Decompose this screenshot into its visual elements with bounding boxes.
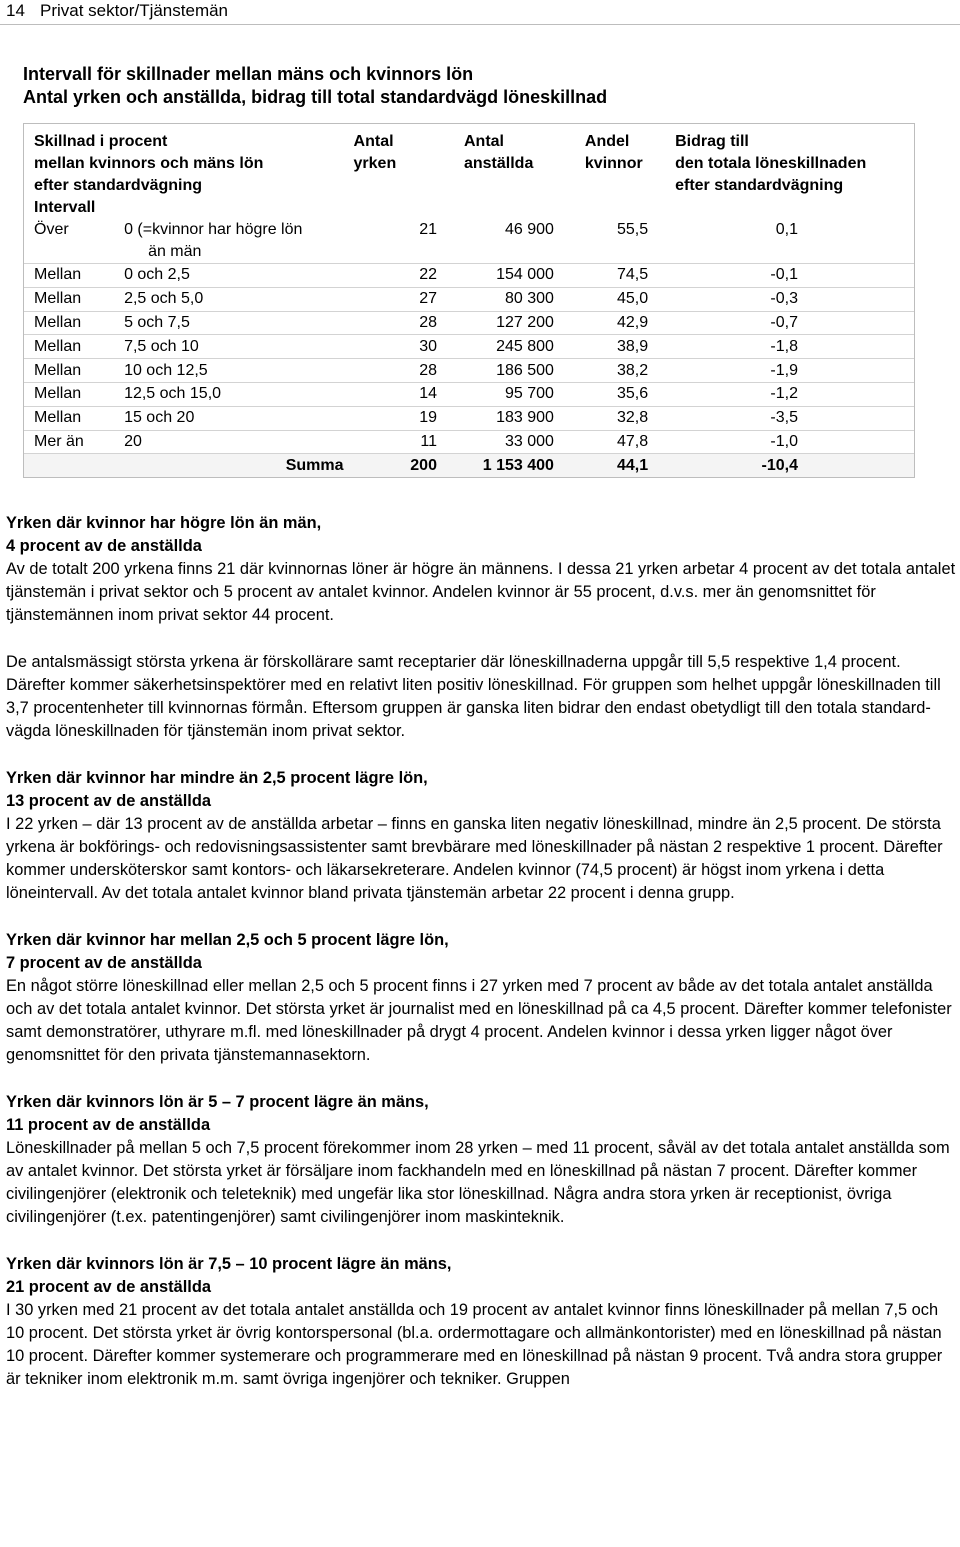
- row-range: 0 och 2,5: [124, 264, 353, 288]
- text-section: [6, 512, 959, 743]
- row-andel-kvinnor: 38,9: [554, 335, 648, 359]
- table-row: [24, 335, 914, 359]
- table-row: [24, 359, 914, 383]
- row-antal-yrken: 11: [354, 430, 440, 454]
- row-antal-anstallda: 95 700: [440, 382, 554, 406]
- row-antal-yrken: 22: [354, 264, 440, 288]
- row-antal-yrken: 27: [354, 287, 440, 311]
- section-subheading: 4 procent av de anställda: [6, 537, 202, 555]
- row-bidrag: -0,3: [648, 287, 914, 311]
- row-antal-yrken: 30: [354, 335, 440, 359]
- interval-table: [23, 123, 915, 478]
- section-paragraph: I 30 yrken med 21 procent av det totala antalet anställda och 19 procent av antalet kvinnor finns löneskillnader på mellan 7,5 och 10 procent. Det största yrket är övrig kontorspersonal (bl.a. ordermottagare och allmänkontorister) med en löneskillnad på nästan 10 procent. Därefter kommer systemerare och programmerare med en löneskillnad på nästan 9 procent. Två andra stora grupper är tekniker inom elektronik m.m. samt övriga ingenjörer och tekniker. Gruppen: [6, 1301, 943, 1388]
- row-antal-yrken: 28: [354, 359, 440, 383]
- row-bidrag: -0,7: [648, 311, 914, 335]
- section-subheading: 11 procent av de anställda: [6, 1116, 211, 1134]
- table-row: [24, 406, 914, 430]
- running-section-title: Privat sektor/Tjänstemän: [40, 1, 229, 20]
- header-interval: Skillnad i procent mellan kvinnors och mäns lön efter standardvägning Intervall: [34, 133, 264, 216]
- section-subheading: 7 procent av de anställda: [6, 954, 202, 972]
- row-andel-kvinnor: 35,6: [554, 382, 648, 406]
- body-text: [6, 512, 959, 1415]
- table-row: [24, 430, 914, 454]
- section-subheading: 13 procent av de anställda: [6, 792, 211, 810]
- page-number: 14: [6, 1, 25, 20]
- section-heading: Yrken där kvinnors lön är 5 – 7 procent lägre än mäns,: [6, 1093, 429, 1111]
- row-bidrag: -1,0: [648, 430, 914, 454]
- row-antal-anstallda: 245 800: [440, 335, 554, 359]
- section-heading: Yrken där kvinnor har mindre än 2,5 procent lägre lön,: [6, 769, 428, 787]
- table-row: Över 0 (=kvinnor har högre lön än män 21 46 900 55,5 0,1: [34, 221, 798, 260]
- row-antal-anstallda: 186 500: [440, 359, 554, 383]
- section-heading: Yrken där kvinnor har högre lön än män,: [6, 514, 322, 532]
- text-section: [6, 1091, 959, 1229]
- row-antal-anstallda: 154 000: [440, 264, 554, 288]
- row-range: 5 och 7,5: [124, 311, 353, 335]
- table-row: [24, 311, 914, 335]
- row-bidrag: -3,5: [648, 406, 914, 430]
- row-bidrag: -1,8: [648, 335, 914, 359]
- header-antal-yrken: Antal yrken: [353, 133, 397, 172]
- section-heading: Yrken där kvinnors lön är 7,5 – 10 procent lägre än mäns,: [6, 1255, 452, 1273]
- row-range: 15 och 20: [124, 406, 353, 430]
- row-range: 10 och 12,5: [124, 359, 353, 383]
- row-range: 12,5 och 15,0: [124, 382, 353, 406]
- row-bidrag: -1,9: [648, 359, 914, 383]
- table-header-row: [24, 124, 914, 219]
- section-paragraph: Av de totalt 200 yrkena finns 21 där kvinnornas löner är högre än männens. I dessa 21 yrken arbetar 4 procent av det totala antalet tjänstemän i privat sektor och 5 procent av antalet kvinnor. Andelen kvinnor är 55 procent, d.v.s. mer än genomsnittet för tjänstemännen inom privat sektor 44 procent.: [6, 560, 956, 624]
- summa-row: [24, 454, 914, 477]
- summa-andel-kvinnor: 44,1: [554, 454, 648, 477]
- row-range: 7,5 och 10: [124, 335, 353, 359]
- header-andel-kvinnor: Andel kvinnor: [584, 133, 643, 172]
- row-antal-anstallda: 127 200: [440, 311, 554, 335]
- row-antal-yrken: 14: [354, 382, 440, 406]
- row-range: 20: [124, 430, 353, 454]
- table-title: [23, 63, 607, 109]
- header-bidrag: Bidrag till den totala löneskillnaden efter standardvägning: [675, 133, 867, 194]
- table-row: [24, 382, 914, 406]
- summa-antal-yrken: 200: [354, 454, 440, 477]
- row-label: Mellan: [24, 359, 124, 383]
- row-label: Mellan: [24, 382, 124, 406]
- section-paragraph: I 22 yrken – där 13 procent av de anställda arbetar – finns en ganska liten negativ löneskillnad, mindre än 2,5 procent. De största yrkena är bokförings- och redovisningsassistenter samt brevbärare med löneskillnader på nästan 2 respektive 1 procent. Därefter kommer undersköterskor samt kontors- och läkarsekreterare. Andelen kvinnor (74,5 procent) är högst inom yrkena i detta löneintervall. Av det totala antalet kvinnor bland privata tjänstemän arbetar 22 procent i denna grupp.: [6, 815, 943, 902]
- row-label: Mer än: [24, 430, 124, 454]
- row-label: Mellan: [24, 287, 124, 311]
- section-paragraph: En något större löneskillnad eller mellan 2,5 och 5 procent finns i 27 yrken med 7 procent av både av det totala antalet anställda och av det totala antalet kvinnor. Det största yrket är journalist med en löneskillnad på ca 4,5 procent. Därefter kommer telefonister samt demonstratörer, uthyrare m.fl. med löneskillnader på drygt 4 procent. Andelen kvinnor i dessa yrken ligger något över genomsnittet för den privata tjänstemannasektorn.: [6, 977, 952, 1064]
- section-subheading: 21 procent av de anställda: [6, 1278, 211, 1296]
- header-antal-anstallda: Antal anställda: [463, 133, 534, 172]
- table-title-line-2: Antal yrken och anställda, bidrag till total standardvägd löneskillnad: [23, 87, 608, 107]
- table-title-line-1: Intervall för skillnader mellan mäns och kvinnors lön: [23, 64, 474, 84]
- row-bidrag: -1,2: [648, 382, 914, 406]
- table-row: [24, 287, 914, 311]
- text-section: [6, 1253, 959, 1391]
- section-paragraph: De antalsmässigt största yrkena är förskollärare samt receptarier där löneskillnaderna uppgår till 5,5 respektive 1,4 procent. Därefter kommer säkerhetsinspektörer med en relativt liten positiv löneskillnad. För gruppen som helhet uppgår löneskillnaden till 3,7 procentenheter till kvinnornas förmån. Eftersom gruppen är ganska liten bidrar den endast obetydligt till den totala standard-vägda löneskillnaden för tjänstemän inom privat sektor.: [6, 653, 941, 740]
- summa-antal-anstallda: 1 153 400: [440, 454, 554, 477]
- section-paragraph: Löneskillnader på mellan 5 och 7,5 procent förekommer inom 28 yrken – med 11 procent, såväl av det totala antalet anställda som av antalet kvinnor. Det största yrket är försäljare inom fackhandeln med en löneskillnad på nästan 7 procent. Därefter kommer civilingenjörer (elektronik och teleteknik) med ungefär lika stor löneskillnad. Några andra stora yrken är receptionist, övriga civilingenjörer (t.ex. patentingenjörer) samt civilingenjörer inom maskinteknik.: [6, 1139, 950, 1226]
- row-andel-kvinnor: 38,2: [554, 359, 648, 383]
- row-antal-anstallda: 183 900: [440, 406, 554, 430]
- text-section: [6, 767, 959, 905]
- row-andel-kvinnor: 74,5: [554, 264, 648, 288]
- row-antal-yrken: 19: [354, 406, 440, 430]
- row-antal-anstallda: 33 000: [440, 430, 554, 454]
- summa-label: Summa: [24, 454, 354, 477]
- row-label: Mellan: [24, 264, 124, 288]
- text-section: [6, 929, 959, 1067]
- row-range: 2,5 och 5,0: [124, 287, 353, 311]
- table-row: [24, 264, 914, 288]
- row-andel-kvinnor: 47,8: [554, 430, 648, 454]
- row-antal-yrken: 28: [354, 311, 440, 335]
- section-heading: Yrken där kvinnor har mellan 2,5 och 5 procent lägre lön,: [6, 931, 449, 949]
- row-andel-kvinnor: 42,9: [554, 311, 648, 335]
- running-header: [0, 0, 960, 25]
- row-label: Mellan: [24, 335, 124, 359]
- row-label: Mellan: [24, 406, 124, 430]
- summa-bidrag: -10,4: [648, 454, 914, 477]
- row-antal-anstallda: 80 300: [440, 287, 554, 311]
- row-label: Mellan: [24, 311, 124, 335]
- row-andel-kvinnor: 45,0: [554, 287, 648, 311]
- row-bidrag: -0,1: [648, 264, 914, 288]
- row-andel-kvinnor: 32,8: [554, 406, 648, 430]
